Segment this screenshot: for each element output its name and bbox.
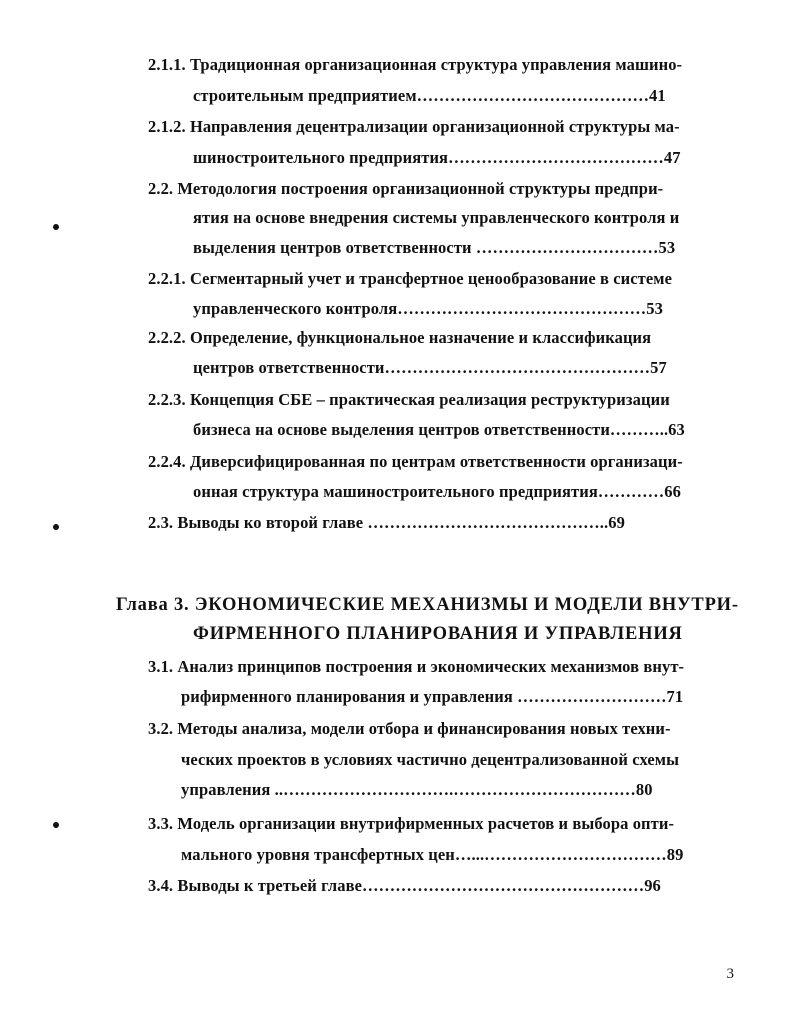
margin-mark [53,524,59,530]
toc-entry-2-2-2-line-1: 2.2.2. Определение, функциональное назначение и классификация [148,328,652,347]
toc-entry-2-2-1-line-1: 2.2.1. Сегментарный учет и трансфертное ценообразование в системе [148,269,673,288]
chapter-3-title-line-2: ФИРМЕННОГО ПЛАНИРОВАНИЯ И УПРАВЛЕНИЯ [193,624,683,644]
toc-entry-3-2-line-1: 3.2. Методы анализа, модели отбора и финансирования новых техни- [148,719,671,738]
toc-entry-2-2-3-line-1: 2.2.3. Концепция СБЕ – практическая реализация реструктуризации [148,390,670,409]
chapter-3-title-line-1: Глава 3. ЭКОНОМИЧЕСКИЕ МЕХАНИЗМЫ И МОДЕЛИ ВНУТРИ- [116,595,739,615]
toc-entry-3-1-line-1: 3.1. Анализ принципов построения и экономических механизмов внут- [148,657,685,676]
margin-mark [53,224,59,230]
toc-entry-2-2-1-line-2: управленческого контроля………………………………………53 [193,299,663,318]
toc-entry-3-2-line-3: управления ..………………………….……………………………80 [181,780,653,799]
margin-mark [53,822,59,828]
toc-entry-3-2-line-2: ческих проектов в условиях частично децентрализованной схемы [181,750,680,769]
toc-entry-2-1-1-line-1: 2.1.1. Традиционная организационная структура управления машино- [148,55,683,74]
toc-entry-2-2-4-line-1: 2.2.4. Диверсифицированная по центрам ответственности организаци- [148,452,683,471]
toc-entry-3-4: 3.4. Выводы к третьей главе……………………………………………96 [148,876,661,895]
toc-entry-3-3-line-2: мального уровня трансфертных цен…...……………………………89 [181,845,684,864]
toc-entry-2-3: 2.3. Выводы ко второй главе ……………………………………..69 [148,513,625,532]
toc-entry-2-1-2-line-2: шиностроительного предприятия…………………………………47 [193,148,681,167]
toc-entry-3-3-line-1: 3.3. Модель организации внутрифирменных расчетов и выбора опти- [148,814,675,833]
toc-entry-2-2-4-line-2: онная структура машиностроительного предприятия…………66 [193,482,681,501]
toc-entry-2-2-line-2: ятия на основе внедрения системы управленческого контроля и [193,208,680,227]
toc-entry-2-2-line-1: 2.2. Методология построения организационной структуры предпри- [148,179,664,198]
toc-entry-2-2-3-line-2: бизнеса на основе выделения центров ответственности………..63 [193,420,685,439]
toc-entry-2-2-2-line-2: центров ответственности…………………………………………57 [193,358,667,377]
toc-entry-2-2-line-3: выделения центров ответственности ……………………………53 [193,238,676,257]
toc-entry-2-1-1-line-2: строительным предприятием……………………………………41 [193,86,666,105]
toc-entry-2-1-2-line-1: 2.1.2. Направления децентрализации организационной структуры ма- [148,117,680,136]
page-number: 3 [726,966,734,982]
toc-entry-3-1-line-2: рифирменного планирования и управления ………………………71 [181,687,684,706]
